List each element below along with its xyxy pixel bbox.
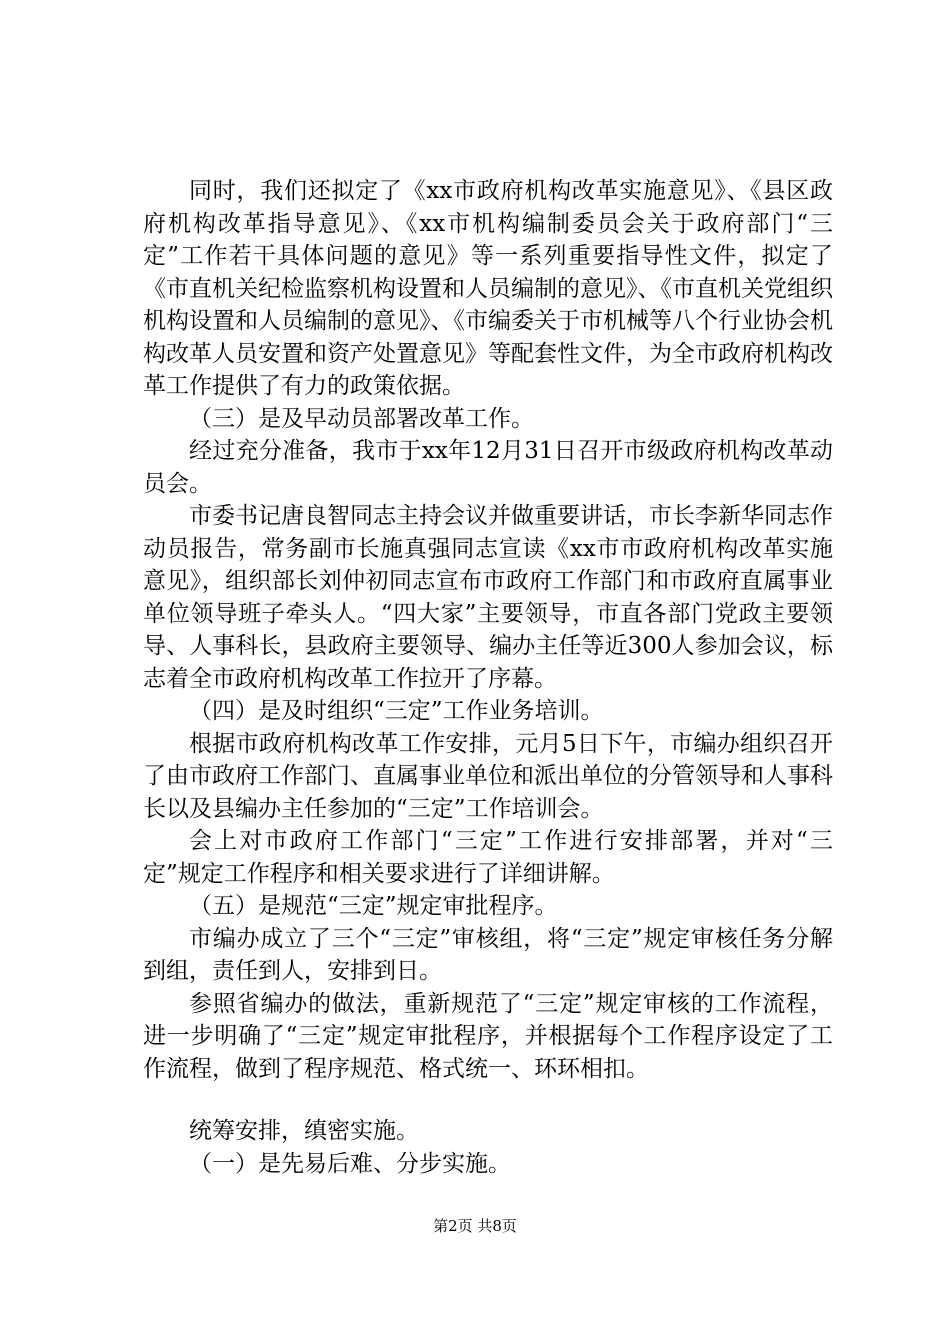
paragraph-review-process: 参照省编办的做法，重新规范了“三定”规定审核的工作流程，进一步明确了“三定”规定审批程序，并根据每个工作程序设定了工作流程，做到了程序规范、格式统一、环环相扣。 <box>143 990 833 1082</box>
paragraph-heading-mobilization: （三）是及早动员部署改革工作。 <box>189 405 534 432</box>
paragraph-training-meeting: 根据市政府机构改革工作安排，元月5日下午，市编办组织召开了由市政府工作部门、直属事业单位和派出单位的分管领导和人事科长以及县编办主任参加的“三定”工作培训会。 <box>143 730 833 822</box>
paragraph-review-groups: 市编办成立了三个“三定”审核组，将“三定”规定审核任务分解到组，责任到人，安排到日。 <box>143 925 833 984</box>
paragraph-meeting-details: 市委书记唐良智同志主持会议并做重要讲话，市长李新华同志作动员报告，常务副市长施真强同志宣读《xx市市政府机构改革实施意见》，组织部长刘仲初同志宣布市政府工作部门和市政府直属事业单位领导班子牵头人。“四大家”主要领导，市直各部门党政主要领导、人事科长，县政府主要领导、编办主任等近300人参加会议，标志着全市政府机构改革工作拉开了序幕。 <box>143 503 833 692</box>
page-footer: 第2页 共8页 <box>433 1217 517 1235</box>
paragraph-mobilization-meeting: 经过充分准备，我市于xx年12月31日召开市级政府机构改革动员会。 <box>143 438 833 497</box>
paragraph-spacer <box>143 1085 833 1115</box>
paragraph-heading-step-by-step: （一）是先易后难、分步实施。 <box>189 1150 511 1177</box>
paragraph-section-heading: 统筹安排，缜密实施。 <box>189 1118 419 1144</box>
paragraph-training-content: 会上对市政府工作部门“三定”工作进行安排部署，并对“三定”规定工作程序和相关要求进行了详细讲解。 <box>143 828 833 887</box>
paragraph-policy-documents: 同时，我们还拟定了《xx市政府机构改革实施意见》、《县区政府机构改革指导意见》、《xx市机构编制委员会关于政府部门“三定”工作若干具体问题的意见》等一系列重要指导性文件，拟定了《市直机关纪检监察机构设置和人员编制的意见》、《市直机关党组织机构设置和人员编制的意见》、《市编委关于市机械等八个行业协会机构改革人员安置和资产处置意见》等配套性文件，为全市政府机构改革工作提供了有力的政策依据。 <box>143 178 833 399</box>
document-body <box>143 175 833 1180</box>
paragraph-heading-training: （四）是及时组织“三定”工作业务培训。 <box>189 698 604 724</box>
paragraph-heading-approval: （五）是规范“三定”规定审批程序。 <box>189 893 558 919</box>
